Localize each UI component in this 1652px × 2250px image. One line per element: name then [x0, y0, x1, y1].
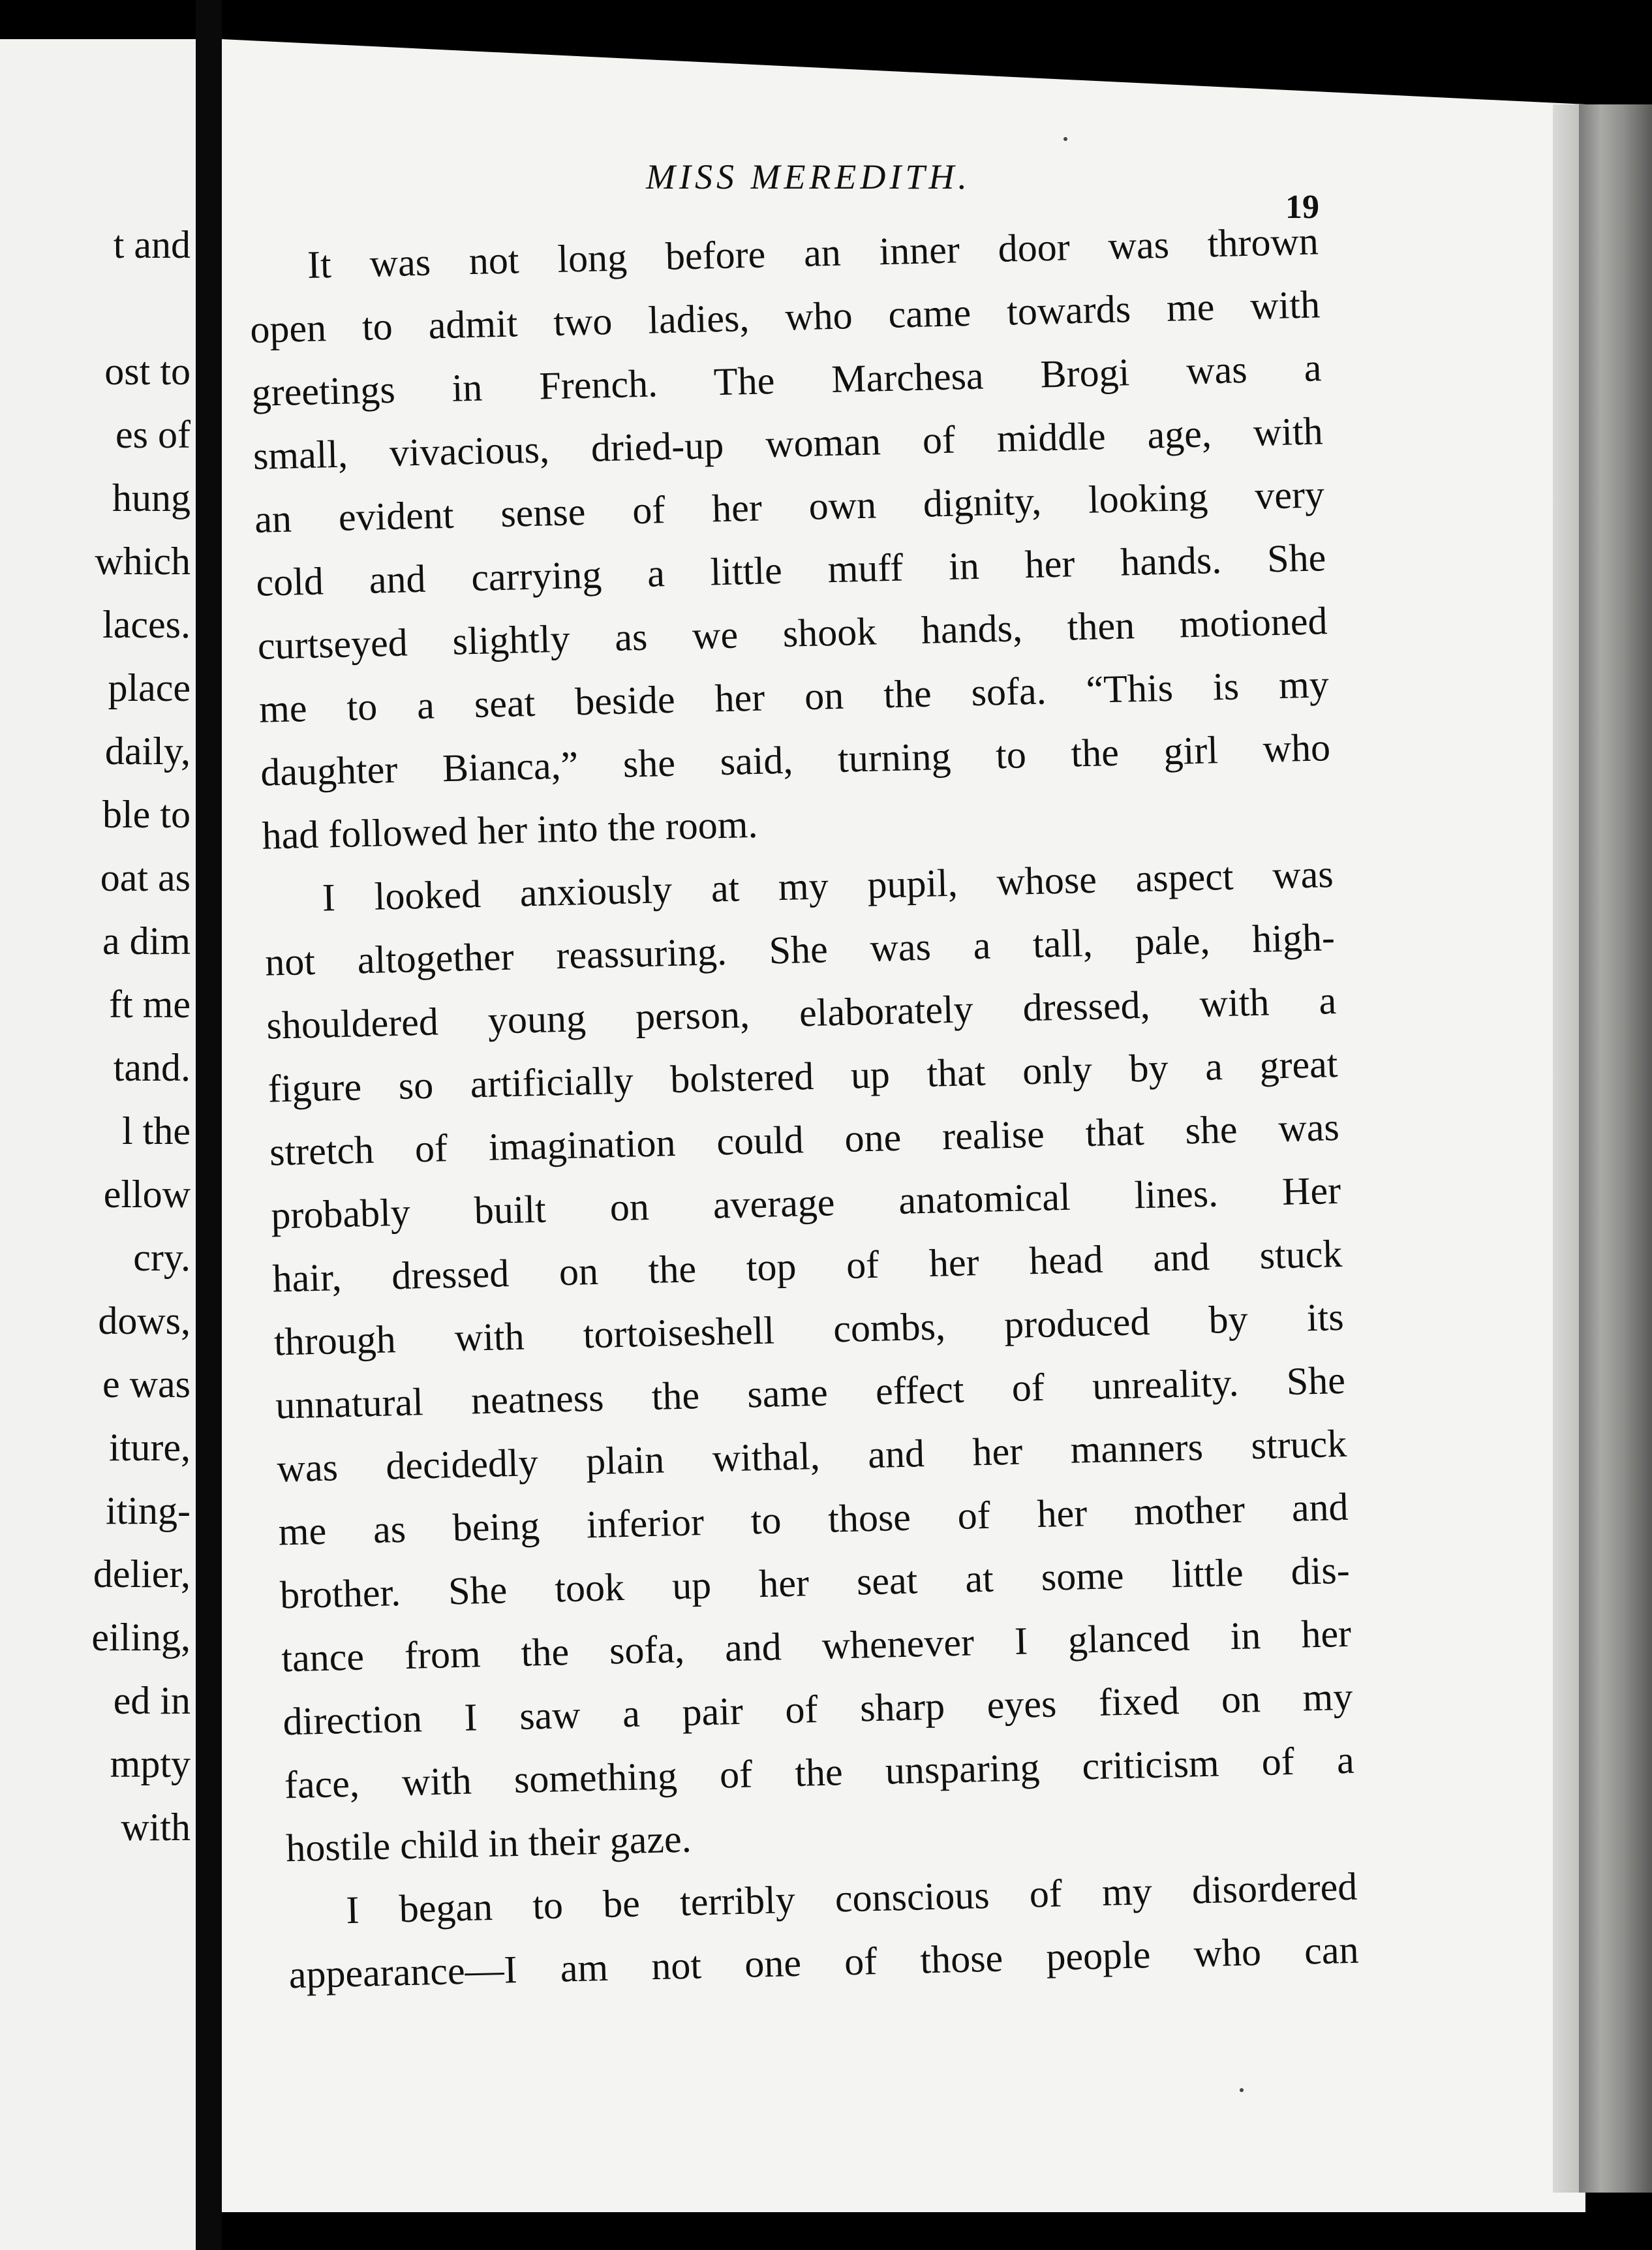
text-line: greetings in French. The Marchesa Brogi was a — [251, 346, 1323, 414]
book-page-edges — [1579, 104, 1652, 2193]
text-line: shouldered young person, elaborately dressed, with a — [266, 979, 1337, 1047]
left-page-line: which — [95, 540, 191, 583]
text-line: not altogether reassuring. She was a tall, pale, high- — [264, 916, 1336, 984]
text-line: hostile child in their gaze. — [285, 1817, 692, 1870]
left-page-line: t and — [113, 223, 191, 266]
text-line: It was not long before an inner door was thrown — [307, 219, 1319, 286]
left-page-line: a dim — [102, 919, 191, 963]
left-page-line: dows, — [98, 1299, 191, 1342]
left-page-text — [0, 39, 196, 2250]
left-page-line: place — [108, 666, 191, 709]
text-line: me to a seat beside her on the sofa. “This is my — [258, 662, 1330, 731]
text-line: had followed her into the room. — [261, 802, 759, 857]
left-page-line: ellow — [103, 1173, 191, 1216]
left-page-line: ble to — [102, 793, 191, 836]
text-line: was decidedly plain withal, and her manners struck — [276, 1421, 1347, 1490]
text-line: cold and carrying a little muff in her hands. She — [255, 536, 1326, 604]
paragraph — [286, 1855, 1359, 2007]
left-page-line: hung — [112, 476, 191, 519]
text-line: curtseyed slightly as we shook hands, then motioned — [257, 599, 1328, 668]
left-page-line: ost to — [104, 350, 191, 393]
left-page-line: laces. — [102, 603, 191, 646]
text-line: unnatural neatness the same effect of unreality. She — [275, 1358, 1346, 1427]
left-page-line: tand. — [113, 1046, 191, 1089]
left-page-line: es of — [115, 413, 191, 456]
left-page-line: cry. — [133, 1236, 191, 1279]
text-line: hair, dressed on the top of her head and stuck — [271, 1231, 1343, 1301]
left-page-line: with — [121, 1806, 191, 1849]
left-page-line: eiling, — [91, 1616, 191, 1659]
left-page-line: delier, — [93, 1552, 191, 1595]
text-line: small, vivacious, dried-up woman of middle age, with — [252, 409, 1324, 478]
left-page-line: daily, — [104, 730, 191, 773]
text-line: me as being inferior to those of her mother and — [278, 1485, 1349, 1554]
left-page-line: e was — [102, 1363, 191, 1406]
text-line: figure so artificially bolstered up that only by a great — [268, 1042, 1339, 1111]
text-line: face, with something of the unsparing criticism of a — [284, 1738, 1355, 1807]
text-line: I looked anxiously at my pupil, whose aspect was — [322, 852, 1334, 919]
text-line: I began to be terribly conscious of my disordered — [345, 1864, 1358, 1932]
text-line: probably built on average anatomical lines. Her — [270, 1168, 1341, 1237]
text-line: appearance—I am not one of those people who can — [288, 1928, 1360, 1997]
running-head: MISS MEREDITH. — [646, 157, 971, 196]
text-line: tance from the sofa, and whenever I glanced in her — [281, 1611, 1352, 1680]
paragraph — [248, 209, 1332, 867]
paper-speck — [1240, 2088, 1244, 2092]
paper-speck — [1063, 137, 1067, 141]
text-line: daughter Bianca,” she said, turning to the girl who — [260, 726, 1331, 794]
left-page-line: oat as — [100, 856, 191, 899]
text-line: through with tortoiseshell combs, produced by its — [273, 1295, 1345, 1364]
paragraph — [263, 842, 1356, 1880]
body-text — [248, 209, 1360, 2007]
text-line: direction I saw a pair of sharp eyes fixed on my — [282, 1674, 1354, 1744]
left-page-line: ft me — [109, 983, 191, 1026]
page-number: 19 — [1285, 189, 1319, 226]
left-page-line: iting- — [106, 1489, 191, 1532]
left-page-line: mpty — [110, 1742, 191, 1785]
left-page-line: l the — [122, 1109, 191, 1152]
text-line: open to admit two ladies, who came towards me with — [249, 283, 1321, 351]
left-page-line: ed in — [113, 1679, 191, 1722]
book-gutter — [196, 0, 222, 2250]
text-line: brother. She took up her seat at some little dis- — [279, 1548, 1351, 1617]
text-line: an evident sense of her own dignity, looking very — [254, 472, 1325, 541]
left-page-line: iture, — [109, 1426, 191, 1469]
left-page-fragment — [0, 39, 196, 2250]
text-line: stretch of imagination could one realise that she was — [269, 1105, 1340, 1174]
